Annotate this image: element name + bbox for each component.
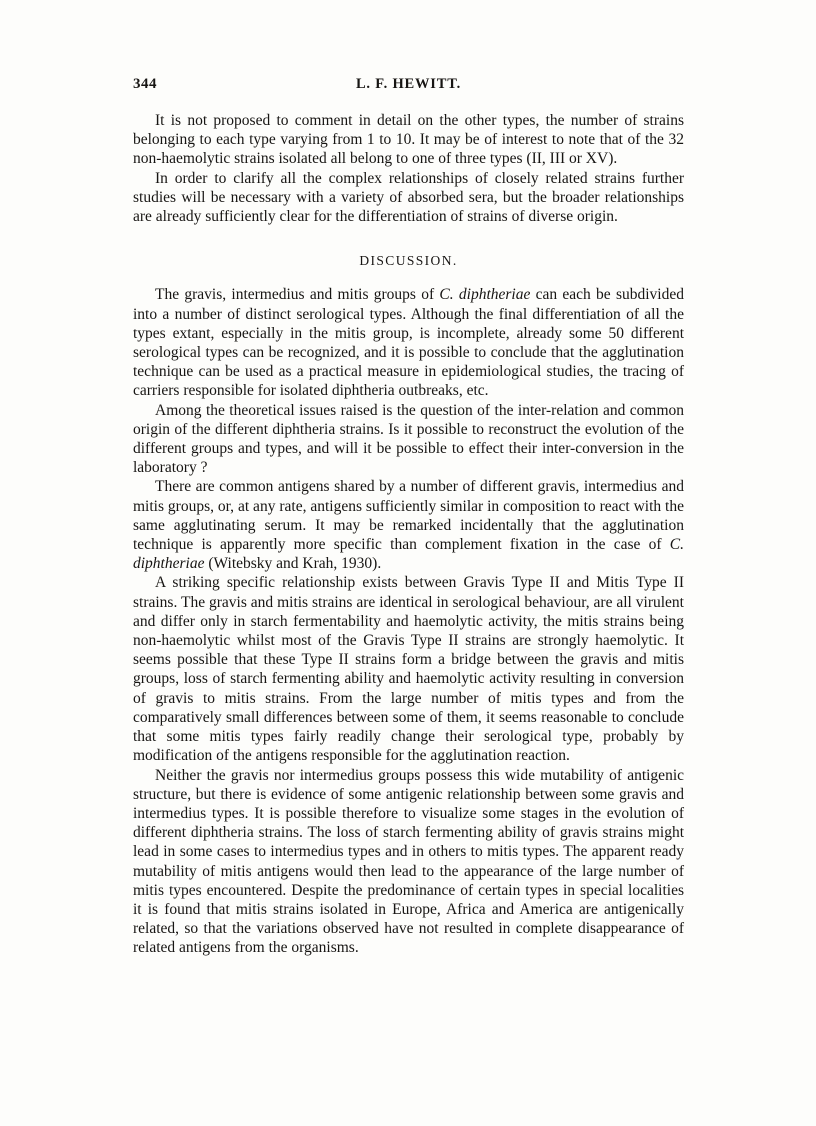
body-text: There are common antigens shared by a number of different gravis, intermedius and mitis groups, or, at any rate, antigens sufficiently similar in composition to react with the same agglutinating serum. It may be remarked incidentally that the agglutination technique is apparently more specific than complement fixation in the case of [133,478,684,554]
paragraph [133,401,684,478]
body-text: Among the theoretical issues raised is the question of the inter-relation and common origin of the different diphtheria strains. Is it possible to reconstruct the evolution of the different groups and types, and will it be possible to effect their inter-conversion in the laboratory ? [133,401,684,477]
italic-text: C. diphtheriae [133,536,684,573]
paragraph [133,111,684,169]
section-heading: DISCUSSION. [359,253,458,269]
running-head: L. F. HEWITT. [355,76,462,92]
paragraph [133,766,684,958]
paragraph [133,573,684,765]
paragraph [133,477,684,573]
discussion-section [133,285,684,957]
body-text: (Witebsky and Krah, 1930). [204,555,382,573]
body-text: The gravis, intermedius and mitis groups of [155,286,440,304]
text-column [133,111,684,958]
paragraph [133,285,684,400]
paragraph [133,169,684,227]
intro-section [133,111,684,226]
body-text: Neither the gravis nor intermedius groups possess this wide mutability of antigenic structure, but there is evidence of some antigenic relationship between some gravis and intermedius types. It is possible therefore to visualize some stages in the evolution of different diphtheria strains. The loss of starch fermenting ability of gravis strains might lead in some cases to intermedius types and in others to mitis types. The apparent ready mutability of mitis antigens would then lead to the appearance of the large number of mitis types encountered. Despite the predominance of certain types in special localities it is found that mitis strains isolated in Europe, Africa and America are antigenically related, so that the variations observed have not resulted in complete disappearance of related antigens from the organisms. [133,766,684,957]
body-text: It is not proposed to comment in detail on the other types, the number of strains belonging to each type varying from 1 to 10. It may be of interest to note that of the 32 non-haemolytic strains isolated all belong to one of three types (II, III or XV). [133,112,684,168]
body-text: In order to clarify all the complex relationships of closely related strains further studies will be necessary with a variety of absorbed sera, but the broader relationships are already sufficiently clear for the differentiation of strains of diverse origin. [133,169,684,226]
page-header [133,76,684,96]
italic-text: C. diphtheriae [439,286,531,304]
page-number: 344 [133,76,157,92]
body-text: A striking specific relationship exists between Gravis Type II and Mitis Type II strains. The gravis and mitis strains are identical in serological behaviour, are all virulent and differ only in starch fermentability and haemolytic activity, the mitis strains being non-haemolytic whilst most of the Gravis Type II strains are strongly haemolytic. It seems possible that these Type II strains form a bridge between the gravis and mitis groups, loss of starch fermenting ability and haemolytic activity resulting in conversion of gravis to mitis strains. From the large number of mitis types and from the comparatively small differences between some of them, it seems reasonable to conclude that some mitis types fairly readily change their serological type, probably by modification of the antigens responsible for the agglutination reaction. [133,574,684,765]
body-text: can each be subdivided into a number of distinct serological types. Although the final differentiation of all the types extant, especially in the mitis group, is incomplete, already some 50 different serological types can be recognized, and it is possible to conclude that the agglutination technique can be used as a practical measure in epidemiological studies, the tracing of carriers responsible for isolated diphtheria outbreaks, etc. [133,286,684,400]
